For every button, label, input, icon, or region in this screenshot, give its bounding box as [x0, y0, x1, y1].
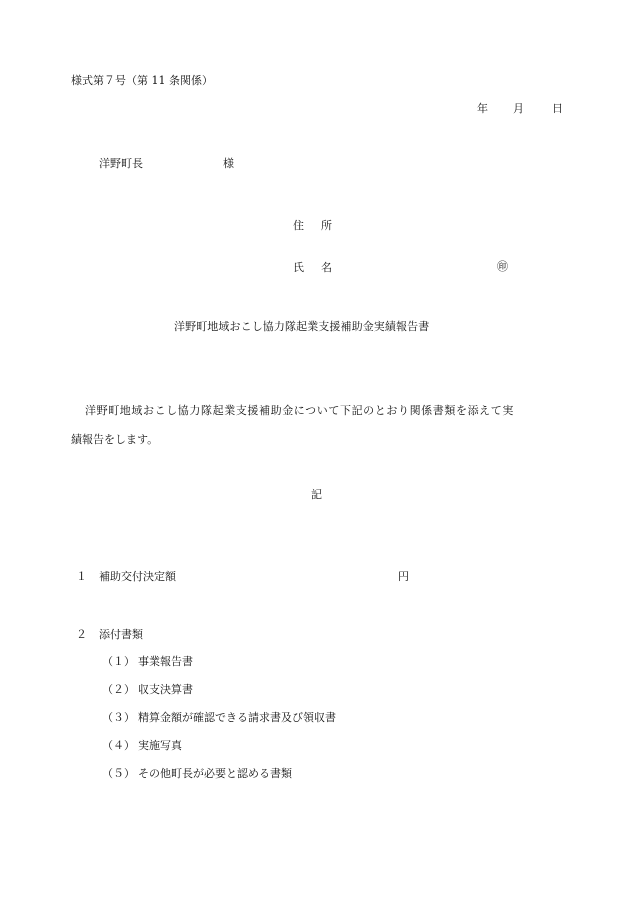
- attachment-4-label: 実施写真: [138, 739, 182, 752]
- address-label-char-1: 住: [293, 219, 304, 232]
- date-day-label: 日: [552, 102, 563, 115]
- attachment-1-label: 事業報告書: [138, 655, 193, 668]
- seal-mark: ㊞: [497, 260, 508, 273]
- attachment-4-number: （４）: [102, 739, 135, 752]
- note-heading: 記: [311, 488, 322, 501]
- attachment-1-number: （１）: [102, 655, 135, 668]
- document-title: 洋野町地域おこし協力隊起業支援補助金実績報告書: [174, 320, 430, 333]
- attachment-2-number: （２）: [102, 683, 135, 696]
- attachment-2-label: 収支決算書: [138, 683, 193, 696]
- body-text-line-2: 績報告をします。: [71, 433, 159, 446]
- attachment-5-label: その他町長が必要と認める書類: [138, 767, 292, 780]
- date-month-label: 月: [513, 102, 524, 115]
- item-1-number: １: [76, 570, 87, 583]
- item-1-label: 補助交付決定額: [99, 570, 176, 583]
- date-year-label: 年: [477, 102, 488, 115]
- addressee-honorific: 様: [223, 157, 234, 170]
- body-text-line-1: 洋野町地域おこし協力隊起業支援補助金について下記のとおり関係書類を添えて実: [85, 404, 514, 417]
- item-2-number: ２: [76, 628, 87, 641]
- attachment-3-number: （３）: [102, 711, 135, 724]
- item-2-label: 添付書類: [99, 628, 143, 641]
- form-number: 様式第７号（第 11 条関係）: [71, 74, 213, 87]
- name-label-char-1: 氏: [293, 261, 304, 274]
- name-label-char-2: 名: [321, 261, 332, 274]
- addressee-name: 洋野町長: [99, 157, 143, 170]
- attachment-5-number: （５）: [102, 767, 135, 780]
- address-label-char-2: 所: [321, 219, 332, 232]
- attachment-3-label: 精算金額が確認できる請求書及び領収書: [138, 711, 336, 724]
- item-1-unit: 円: [398, 570, 409, 583]
